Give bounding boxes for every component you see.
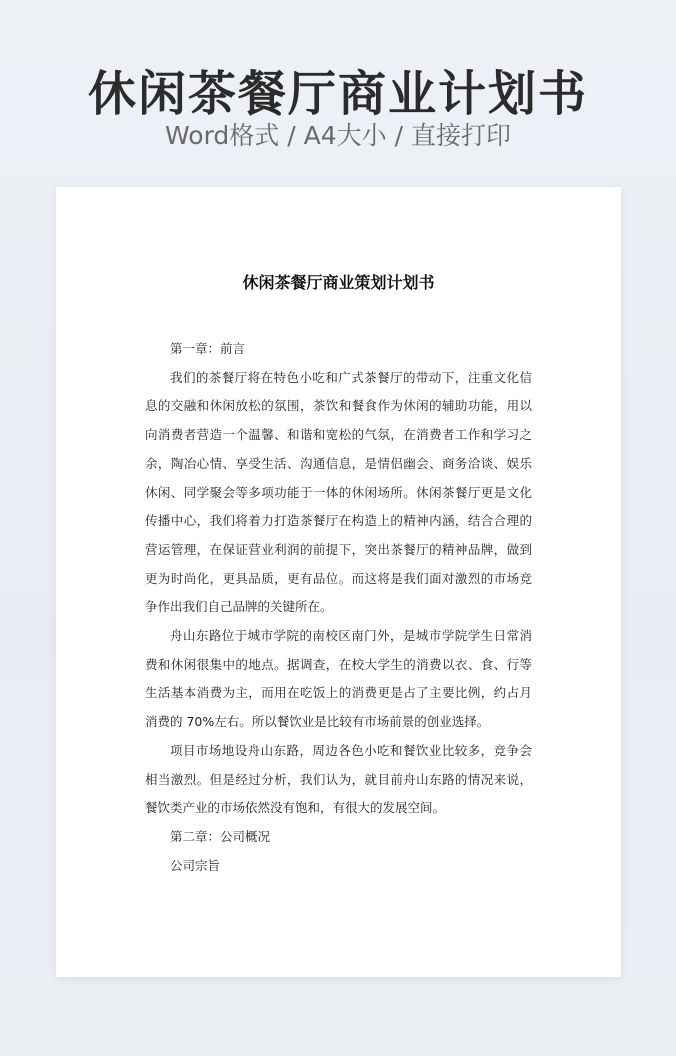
document-title: 休闲茶餐厅商业策划计划书 bbox=[242, 273, 435, 292]
chapter-2-heading: 第二章：公司概况 bbox=[170, 828, 271, 844]
banner-title: 休闲茶餐厅商业计划书 bbox=[87, 66, 588, 122]
body-paragraph: 我们的茶餐厅将在特色小吃和广式茶餐厅的带动下，注重文化信息的交融和休闲放松的氛围，茶饮和餐食作为休闲的辅助功能，用以向消费者营造一个温馨、和谐和宽松的气氛，在消费者工作和学习之余，陶冶心情、享受生活、沟通信息，是情侣幽会、商务洽谈、娱乐休闲、同学聚会等多项功能于一体的休闲场所。休闲茶餐厅更是文化传播中心，我们将着力打造茶餐厅在构造上的精神内涵，结合合理的营运管理，在保证营业利润的前提下，突出茶餐厅的精神品牌，做到更为时尚化，更具品质，更有品位。而这将是我们面对激烈的市场竞争作出我们自己品牌的关键所在。 bbox=[145, 369, 532, 615]
body-paragraph: 舟山东路位于城市学院的南校区南门外，是城市学院学生日常消费和休闲很集中的地点。据调查，在校大学生的消费以衣、食、行等生活基本消费为主，而用在吃饭上的消费更是占了主要比例，约占月消费的 70%左右。所以餐饮业是比较有市场前景的创业选择。 bbox=[145, 628, 532, 730]
document-body bbox=[145, 335, 532, 880]
section-heading: 公司宗旨 bbox=[170, 857, 221, 873]
body-paragraph: 项目市场地设舟山东路，周边各色小吃和餐饮业比较多，竞争会相当激烈。但是经过分析，我们认为，就目前舟山东路的情况来说，餐饮类产业的市场依然没有饱和，有很大的发展空间。 bbox=[145, 742, 532, 816]
document-page bbox=[56, 187, 621, 977]
chapter-1-heading: 第一章：前言 bbox=[170, 341, 246, 356]
banner-subtitle: Word格式 / A4大小 / 直接打印 bbox=[165, 121, 511, 150]
